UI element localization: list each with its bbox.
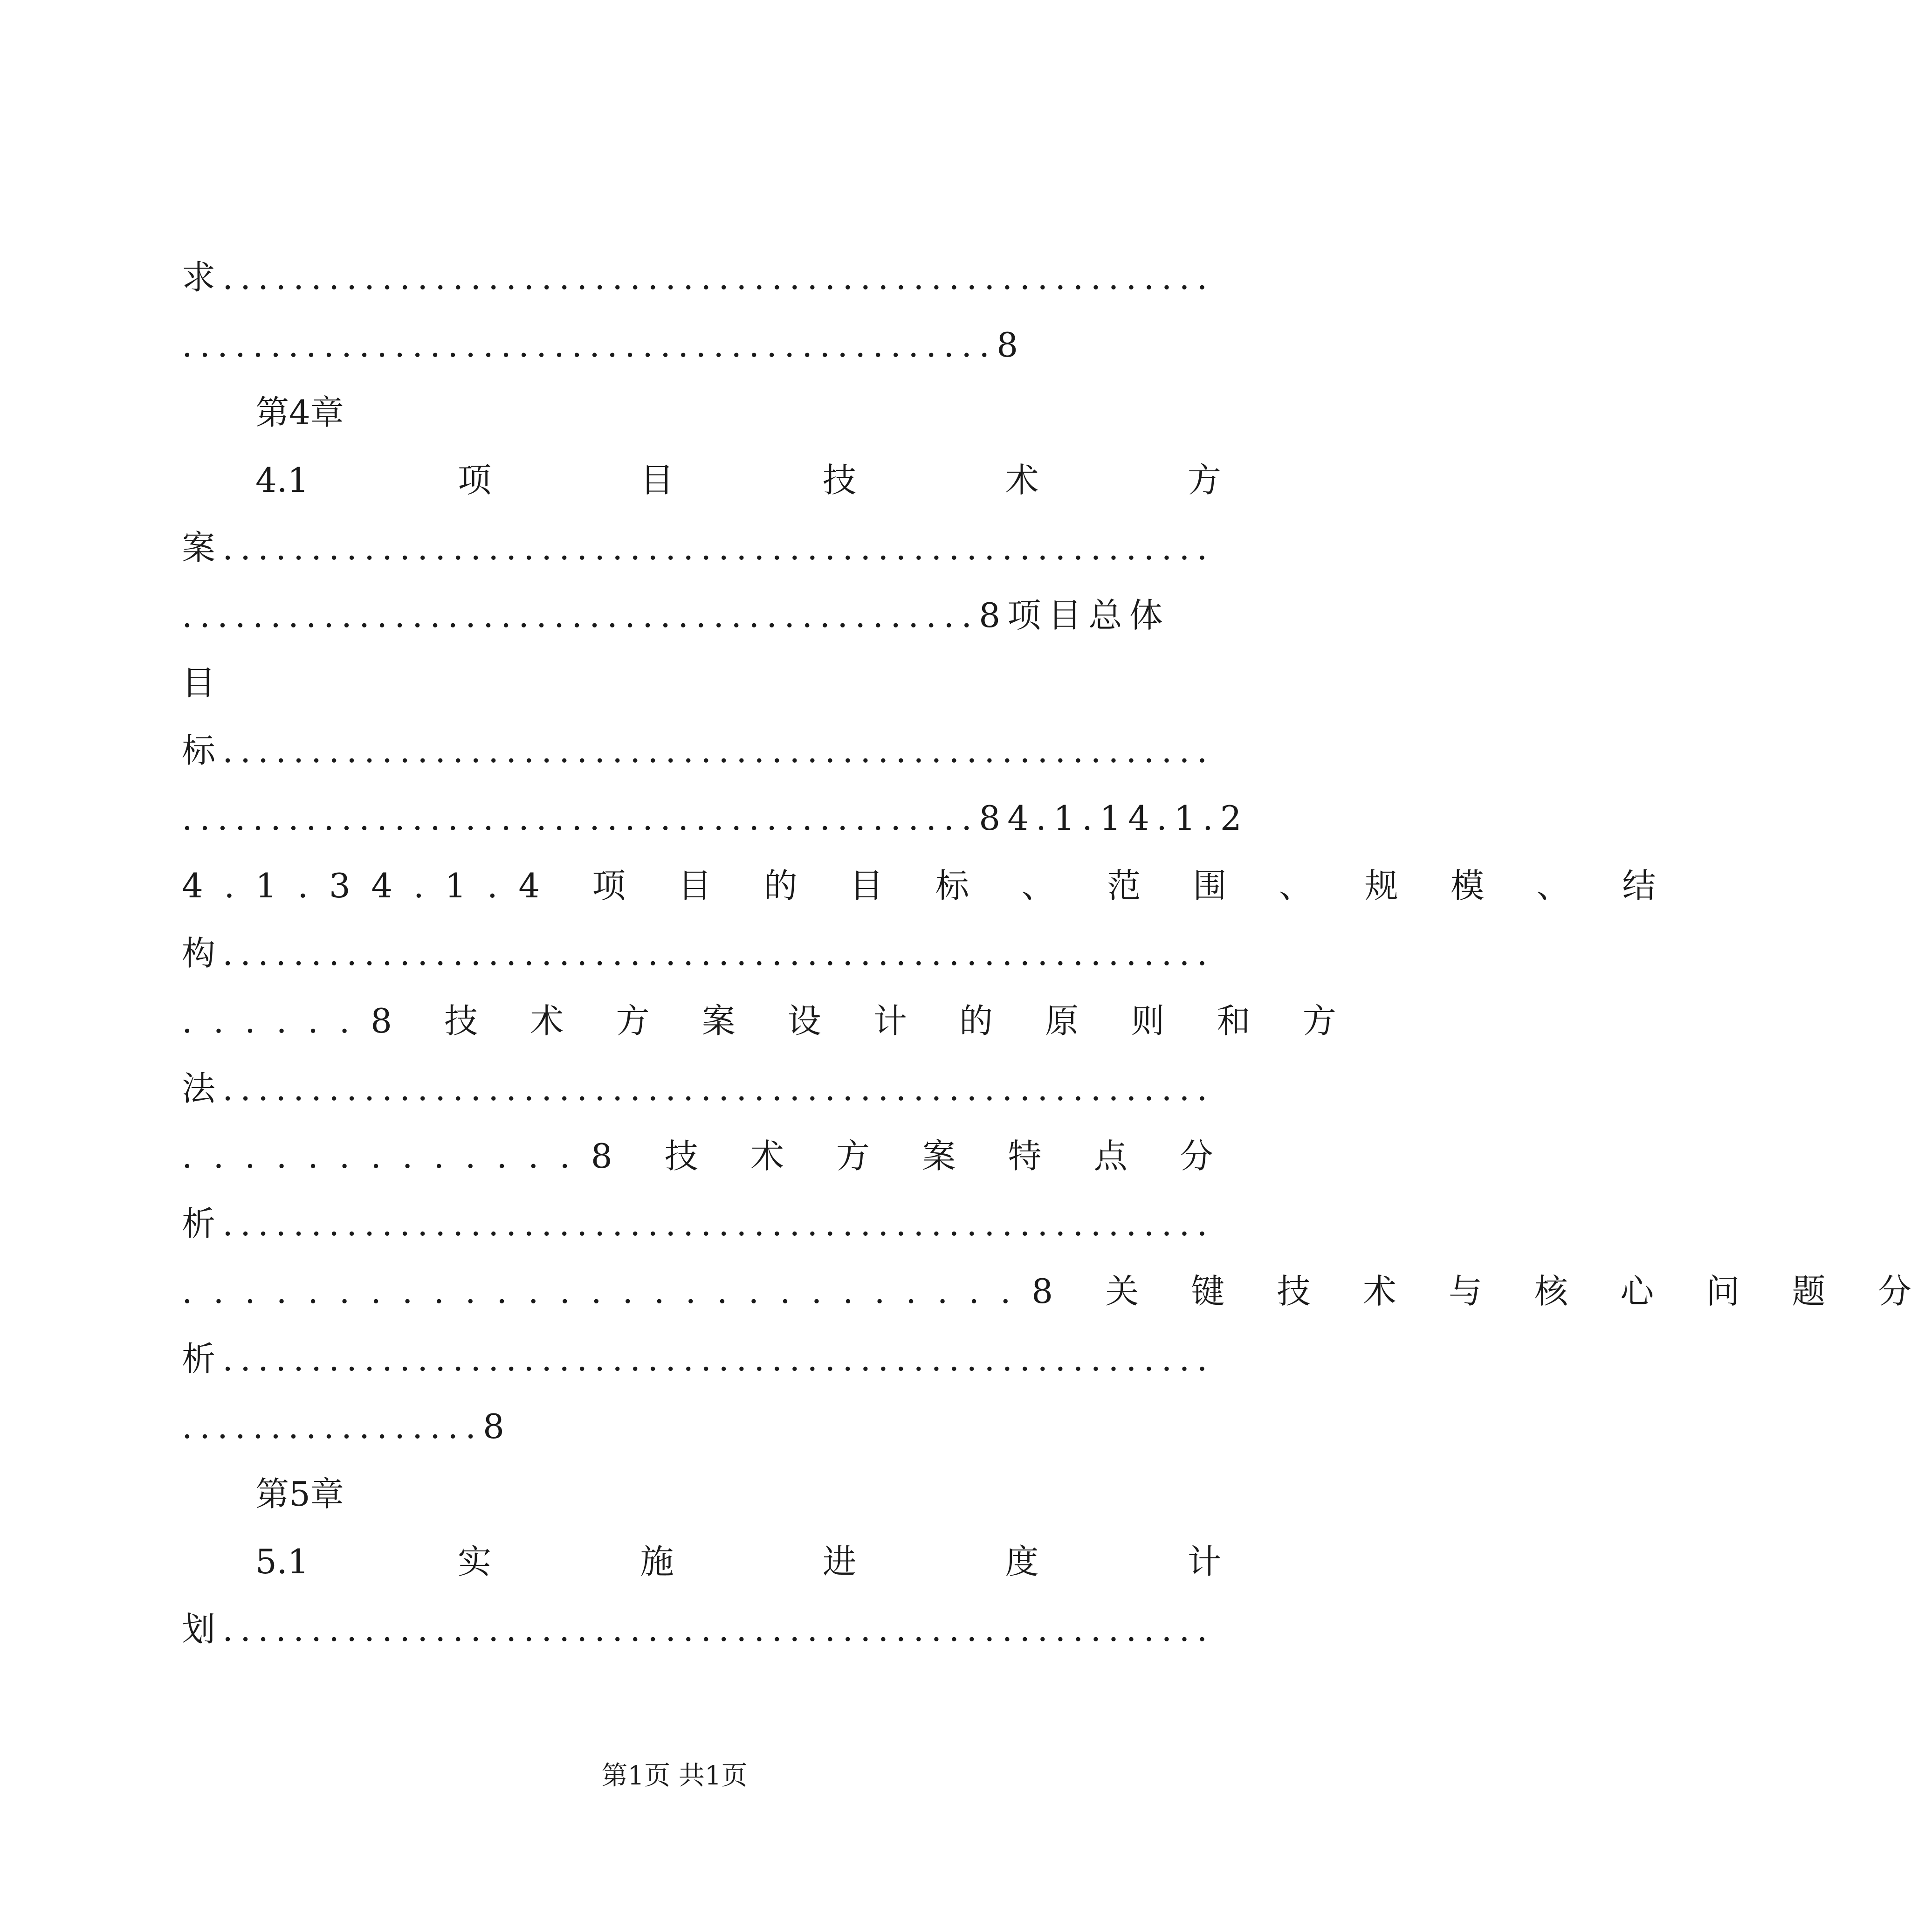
toc-word: 实	[457, 1542, 491, 1581]
toc-line: 求........................................................	[182, 258, 1215, 297]
toc-word: 施	[640, 1542, 674, 1581]
toc-word: 术	[1005, 461, 1039, 500]
toc-word: 技	[822, 461, 856, 500]
toc-word: 4.1	[255, 461, 309, 500]
toc-line: 目	[182, 663, 216, 703]
toc-word: 进	[822, 1542, 856, 1581]
page-footer: 第1页 共1页	[601, 1761, 748, 1791]
toc-word: 项	[457, 461, 491, 500]
toc-line: .............................................8项目总体	[182, 596, 1170, 635]
toc-line: 案........................................................	[182, 528, 1215, 567]
toc-word: 5.1	[255, 1542, 309, 1581]
toc-line	[255, 452, 1221, 508]
toc-line: .............8 技 术 方 案 特 点 分	[182, 1137, 1234, 1176]
chapter-heading: 第4章	[255, 393, 344, 432]
toc-line	[255, 1534, 1221, 1590]
toc-line: .............................................84.1.14.1.2	[182, 799, 1249, 838]
toc-line: 标........................................................	[182, 731, 1215, 770]
toc-word: 度	[1005, 1542, 1039, 1581]
toc-line: 析........................................................	[182, 1204, 1215, 1243]
toc-line: ..............................................8	[182, 325, 1025, 365]
toc-line: 构........................................................	[182, 934, 1215, 973]
toc-line: .................8	[182, 1407, 512, 1446]
toc-line: 析........................................................	[182, 1339, 1215, 1378]
toc-line: ...........................8 关 键 技 术 与 核 心 问 题 分	[182, 1272, 1932, 1311]
chapter-heading: 第5章	[255, 1474, 344, 1514]
toc-line: 法........................................................	[182, 1069, 1215, 1108]
toc-word: 目	[640, 461, 674, 500]
toc-line: 4.1.34.1.4 项 目 的 目 标 、 范 围 、 规 模 、 结	[182, 866, 1677, 905]
toc-word: 计	[1187, 1542, 1221, 1581]
toc-line: ......8 技 术 方 案 设 计 的 原 则 和 方	[182, 1001, 1357, 1040]
toc-word: 方	[1187, 461, 1221, 500]
toc-line: 划........................................................	[182, 1610, 1215, 1649]
